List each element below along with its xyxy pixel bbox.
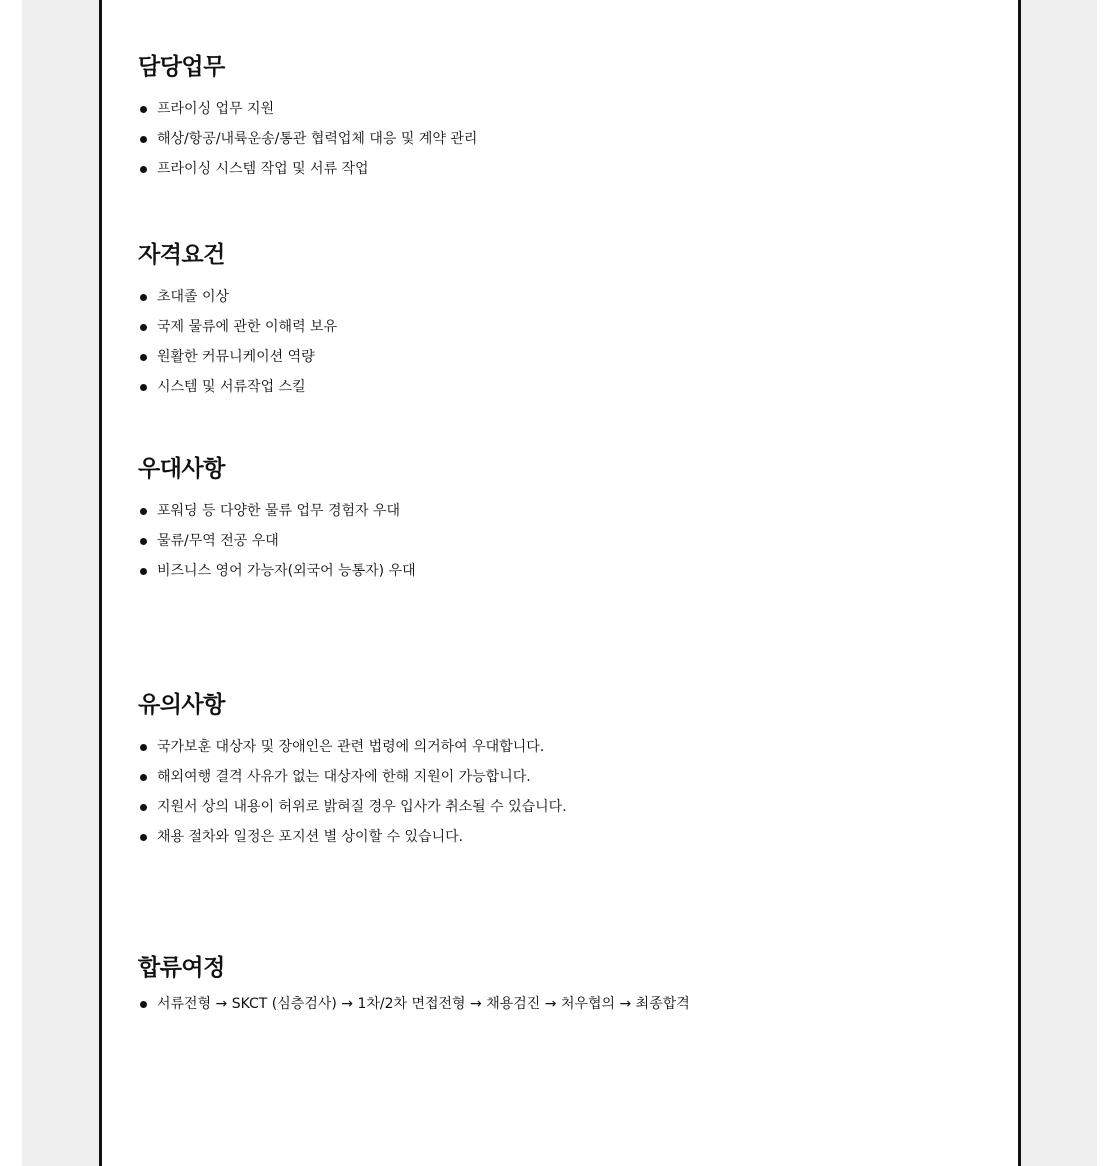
bullet-list — [138, 496, 978, 586]
bullet-icon — [140, 106, 147, 113]
bullet-icon — [140, 136, 147, 143]
section-title: 담당업무 — [138, 54, 225, 80]
bullet-icon — [140, 538, 147, 545]
left-margin — [22, 0, 99, 1166]
list-item: 포워딩 등 다양한 물류 업무 경험자 우대 — [138, 496, 978, 526]
bullet-icon — [140, 774, 147, 781]
list-item: 국가보훈 대상자 및 장애인은 관련 법령에 의거하여 우대합니다. — [138, 732, 978, 762]
bullet-list — [138, 732, 978, 852]
section-title: 우대사항 — [138, 456, 225, 482]
bullet-list — [138, 989, 978, 1019]
bullet-icon — [140, 568, 147, 575]
section-qualifications — [138, 240, 978, 402]
list-item: 원활한 커뮤니케이션 역량 — [138, 342, 978, 372]
bullet-icon — [140, 804, 147, 811]
bullet-icon — [140, 834, 147, 841]
list-item: 지원서 상의 내용이 허위로 밝혀질 경우 입사가 취소될 수 있습니다. — [138, 792, 978, 822]
section-hiring-process — [138, 953, 978, 1019]
bullet-icon — [140, 744, 147, 751]
list-item: 물류/무역 전공 우대 — [138, 526, 978, 556]
list-item: 국제 물류에 관한 이해력 보유 — [138, 312, 978, 342]
list-item: 프라이싱 업무 지원 — [138, 94, 978, 124]
list-item: 해상/항공/내륙운송/통관 협력업체 대응 및 계약 관리 — [138, 124, 978, 154]
bullet-icon — [140, 166, 147, 173]
job-posting-page — [99, 0, 1021, 1166]
list-item: 비즈니스 영어 가능자(외국어 능통자) 우대 — [138, 556, 978, 586]
list-item: 프라이싱 시스템 작업 및 서류 작업 — [138, 154, 978, 184]
section-title: 자격요건 — [138, 242, 225, 268]
bullet-icon — [140, 508, 147, 515]
list-item: 시스템 및 서류작업 스킬 — [138, 372, 978, 402]
bullet-icon — [140, 324, 147, 331]
list-item: 초대졸 이상 — [138, 282, 978, 312]
section-duties — [138, 52, 978, 184]
bullet-icon — [140, 1001, 147, 1008]
bullet-icon — [140, 294, 147, 301]
bullet-list — [138, 94, 978, 184]
list-item: 서류전형 → SKCT (심층검사) → 1차/2차 면접전형 → 채용검진 → 처우협의 → 최종합격 — [138, 989, 978, 1019]
section-title: 유의사항 — [138, 692, 225, 718]
section-preferred — [138, 454, 978, 586]
section-notes — [138, 690, 978, 852]
bullet-list — [138, 282, 978, 402]
right-margin — [1020, 0, 1097, 1166]
list-item: 해외여행 결격 사유가 없는 대상자에 한해 지원이 가능합니다. — [138, 762, 978, 792]
bullet-icon — [140, 354, 147, 361]
bullet-icon — [140, 384, 147, 391]
list-item: 채용 절차와 일정은 포지션 별 상이할 수 있습니다. — [138, 822, 978, 852]
section-title: 합류여정 — [138, 955, 225, 981]
